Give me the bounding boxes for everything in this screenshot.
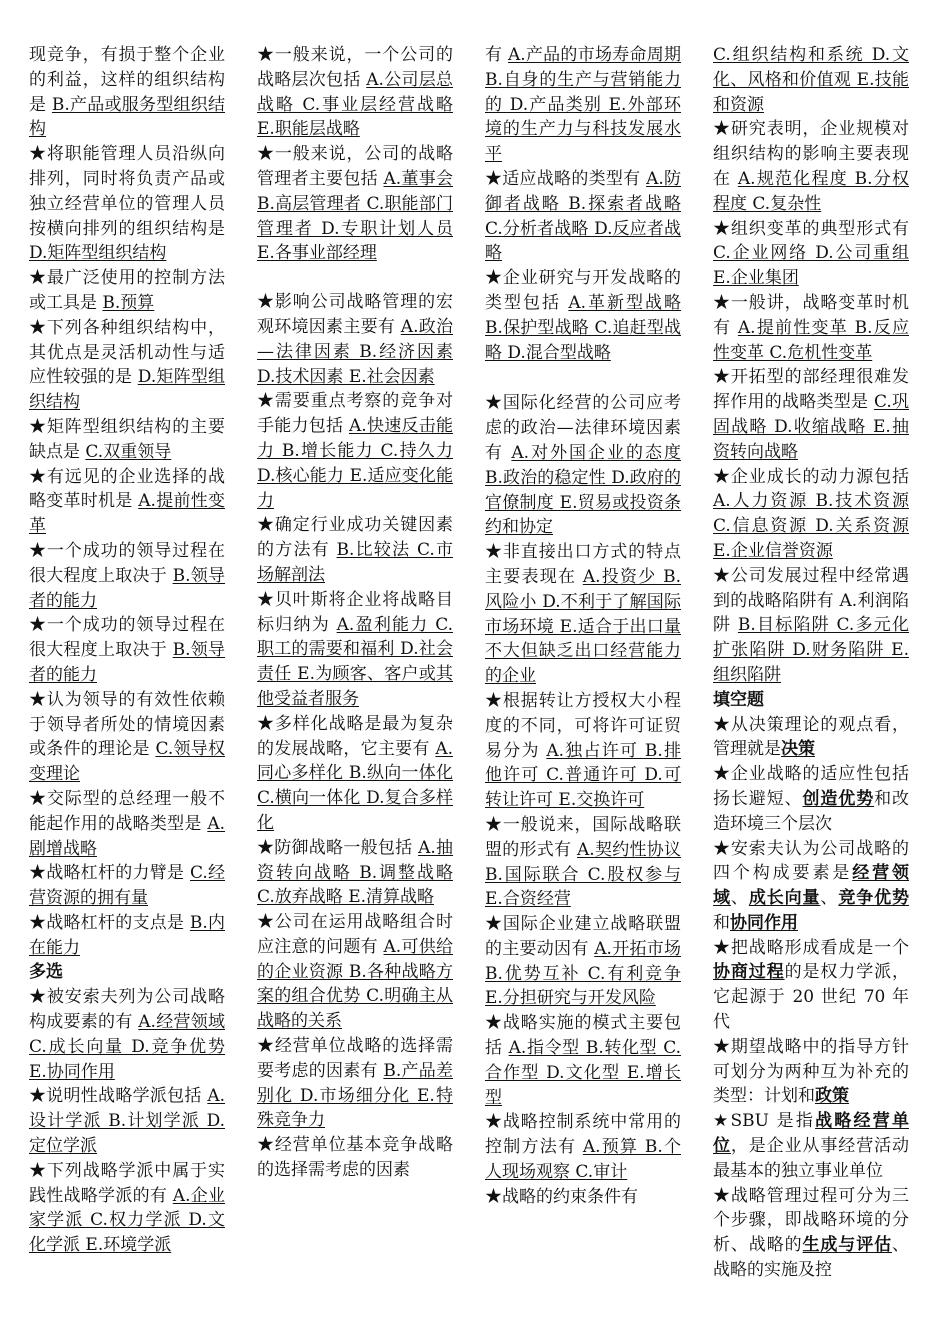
answer-text: A.开拓市场 B.优势互补 C.有利竞争 E.分担研究与开发风险 bbox=[485, 938, 682, 1009]
question-text: ★把战略形成看成是一个 bbox=[713, 937, 909, 958]
answer-text: A.快速反击能力 B.增长能力 C.持久力 D.核心能力 E.适应变化能力 bbox=[257, 416, 454, 511]
question-item bbox=[29, 1084, 225, 1158]
question-item bbox=[257, 910, 453, 1034]
answer-text: A.契约性协议 B.国际联合 C.股权参与 E.合资经营 bbox=[485, 839, 682, 910]
question-text: ★战略实施的模式主要包括 bbox=[485, 1013, 681, 1059]
question-text: ★公司发展过程中经常遇到的战略陷阱有 A.利润陷阱 bbox=[713, 565, 909, 636]
question-text: 有 bbox=[485, 45, 503, 65]
question-text: 的是权力学派，它起源于 20 世纪 70 年代 bbox=[713, 962, 910, 1033]
fill-in-question bbox=[713, 936, 909, 1035]
answer-text: A.政治—法律因素 B.经济因素 D.技术因素 E.社会因素 bbox=[257, 316, 454, 387]
question-text: ★企业战略的适应性包括扬长避短、 bbox=[713, 764, 909, 809]
question-text: ★公司在运用战略组合时应注意的问题有 bbox=[257, 912, 453, 957]
question-text: ★下列各种组织结构中，其优点是灵活机动性与适应性较强的是 bbox=[29, 317, 225, 388]
answer-text: A.董事会 B.高层管理者 C.职能部门管理者 D.专职计划人员 E.各事业部经理 bbox=[257, 168, 454, 264]
question-item bbox=[257, 389, 453, 513]
question-text: ★SBU 是指 bbox=[713, 1111, 816, 1132]
question-item bbox=[485, 266, 681, 365]
question-item bbox=[29, 465, 225, 539]
answer-text: B.预算 bbox=[102, 292, 155, 313]
answer-text: A.防御者战略 B.探索者战略 C.分析者战略 D.反应者战略 bbox=[485, 168, 682, 264]
question-text: ★下列战略学派中属于实践性战略学派的有 bbox=[29, 1160, 225, 1206]
question-item bbox=[29, 316, 225, 415]
question-text: ★战略杠杆的力臂是 bbox=[29, 863, 185, 884]
answer-text: 成长向量 bbox=[748, 888, 821, 909]
text-column-3 bbox=[485, 43, 681, 1210]
question-item bbox=[257, 290, 453, 389]
question-item bbox=[485, 912, 681, 1011]
question-text: ★根据转让方授权大小程度的不同，可将许可证贸易分为 bbox=[485, 690, 681, 761]
answer-text: 竞争优势 bbox=[838, 888, 910, 909]
question-item bbox=[713, 217, 909, 291]
question-text: 、战略的实施及控 bbox=[713, 1235, 909, 1281]
answer-text: C.巩固战略 D.收缩战略 E.抽资转向战略 bbox=[713, 392, 910, 462]
question-text: ★期望战略中的指导方针可划分为两种互为补充的类型：计划和 bbox=[713, 1036, 909, 1107]
text-column-1 bbox=[29, 43, 225, 1258]
answer-text: B.目标陷阱 C.多元化扩张陷阱 D.财务陷阱 E.组织陷阱 bbox=[713, 615, 910, 685]
question-item bbox=[29, 142, 225, 266]
answer-text: B.比较法 C.市场解剖法 bbox=[257, 540, 454, 585]
fill-in-question bbox=[713, 1035, 909, 1109]
question-item bbox=[713, 465, 909, 564]
question-text: ★战略的约束条件有 bbox=[485, 1186, 638, 1207]
fill-in-question bbox=[713, 762, 909, 836]
answer-text: A.人力资源 B.技术资源 C.信息资源 D.关系资源 E.企业信誉资源 bbox=[713, 491, 909, 561]
question-text: ★认为领导的有效性依赖于领导者所处的情境因素或条件的理论是 bbox=[29, 689, 225, 760]
question-text: ★将职能管理人员沿纵向排列，同时将负责产品或独立经营单位的管理人员按横向排列的组织结构是 bbox=[29, 144, 225, 239]
answer-text: A.抽资转向战略 B.调整战略 C.放弃战略 E.清算战略 bbox=[257, 837, 454, 908]
question-text: ★战略控制系统中常用的控制方法有 bbox=[485, 1112, 681, 1158]
answer-text: A.指令型 B.转化型 C.合作型 D.文化型 E.增长型 bbox=[485, 1038, 682, 1108]
question-item bbox=[29, 539, 225, 613]
answer-text: 政策 bbox=[815, 1086, 849, 1107]
answer-text: D.矩阵型组织结构 bbox=[29, 367, 226, 413]
answer-text: A.规范化程度 B.分权程度 C.复杂性 bbox=[713, 168, 910, 214]
question-item bbox=[713, 43, 909, 117]
question-item bbox=[485, 43, 681, 167]
answer-text: B.内在能力 bbox=[29, 912, 226, 958]
question-item bbox=[29, 911, 225, 961]
question-text: ★经营单位战略的选择需要考虑的因素有 bbox=[257, 1036, 453, 1081]
answer-text: A.剧增战略 bbox=[29, 813, 226, 859]
question-text: ★需要重点考察的竞争对手能力包括 bbox=[257, 391, 453, 437]
question-item bbox=[257, 43, 453, 142]
question-item bbox=[485, 1185, 681, 1210]
text-column-4 bbox=[713, 43, 909, 1283]
question-text: ★有远见的企业选择的战略变革时机是 bbox=[29, 466, 225, 512]
question-text: ★一般说来，国际战略联盟的形式有 bbox=[485, 814, 681, 860]
question-item bbox=[29, 688, 225, 787]
question-item bbox=[713, 117, 909, 216]
question-text: ★组织变革的典型形式有 bbox=[713, 218, 909, 239]
question-text: ★企业成长的动力源包括 bbox=[713, 466, 909, 487]
question-item bbox=[257, 1034, 453, 1133]
question-text: 现竞争，有损于整个企业的利益，这样的组织结构是 bbox=[29, 45, 225, 115]
question-text: ★影响公司战略管理的宏观环境因素主要有 bbox=[257, 292, 453, 337]
fill-in-question bbox=[713, 1184, 909, 1283]
question-item bbox=[713, 365, 909, 464]
question-text: ★经营单位基本竞争战略的选择需考虑的因素 bbox=[257, 1135, 453, 1181]
question-item bbox=[257, 588, 453, 712]
answer-text: B.领导者的能力 bbox=[29, 565, 226, 611]
answer-text: 创造优势 bbox=[802, 788, 875, 809]
question-text: ★从决策理论的观点看，管理就是 bbox=[713, 714, 909, 760]
question-item bbox=[713, 564, 909, 688]
fill-in-question bbox=[713, 1109, 909, 1183]
question-text: ★防御战略一般包括 bbox=[257, 837, 413, 858]
question-item bbox=[29, 985, 225, 1084]
answer-text: B.产品差别化 D.市场细分化 E.特殊竞争力 bbox=[257, 1060, 454, 1131]
question-item bbox=[29, 613, 225, 687]
question-item bbox=[29, 43, 225, 142]
answer-text: C.领导权变理论 bbox=[29, 739, 226, 785]
question-text: ★交际型的总经理一般不能起作用的战略类型是 bbox=[29, 788, 225, 834]
question-item bbox=[29, 1159, 225, 1258]
answer-text: 经营领域 bbox=[713, 863, 910, 909]
question-text: 和改造环境三个层次 bbox=[713, 788, 910, 834]
question-item bbox=[29, 787, 225, 861]
answer-text: A.预算 B.个人现场观察 C.审计 bbox=[485, 1137, 682, 1183]
answer-text: A.同心多样化 B.纵向一体化 C.横向一体化 D.复合多样化 bbox=[257, 738, 454, 833]
section-heading: 多选 bbox=[29, 962, 63, 983]
question-text: ★国际企业建立战略联盟的主要动因有 bbox=[485, 914, 681, 959]
question-item bbox=[485, 1011, 681, 1110]
answer-text: A.盈利能力 C.职工的需要和福利 D.社会责任 E.为顾客、客户或其他受益者服务 bbox=[257, 614, 454, 709]
question-text: ★最广泛使用的控制方法或工具是 bbox=[29, 268, 225, 313]
answer-text: C.企业网络 D.公司重组 E.企业集团 bbox=[713, 243, 909, 289]
fill-in-question bbox=[713, 837, 909, 936]
fill-in-question bbox=[713, 713, 909, 763]
question-item bbox=[485, 167, 681, 266]
question-text: 、 bbox=[730, 888, 749, 909]
answer-text: C.组织结构和系统 D.文化、风格和价值观 E.技能和资源 bbox=[713, 45, 909, 115]
answer-text: A.经营领域 C.成长向量 D.竞争优势 E.协同作用 bbox=[29, 1012, 226, 1082]
answer-text: 协商过程 bbox=[713, 962, 785, 983]
question-item bbox=[257, 142, 453, 266]
question-text: ★确定行业成功关键因素的方法有 bbox=[257, 515, 453, 561]
answer-text: 战略经营单位 bbox=[713, 1111, 909, 1157]
question-text: ★矩阵型组织结构的主要缺点是 bbox=[29, 416, 225, 462]
question-text: ★一般讲，战略变革时机有 bbox=[713, 292, 909, 338]
question-item bbox=[485, 813, 681, 912]
question-item bbox=[713, 291, 909, 365]
question-text: ★安索夫认为公司战略的四个构成要素是 bbox=[713, 838, 909, 884]
question-text: ★一般来说，一个公司的战略层次包括 bbox=[257, 45, 453, 90]
answer-text: B.产品或服务型组织结构 bbox=[29, 94, 226, 140]
answer-text: 决策 bbox=[781, 739, 815, 760]
question-item bbox=[257, 712, 453, 836]
answer-text: A.投资少 B.风险小 D.不利于了解国际市场环境 E.适合于出口量不大但缺乏出口经营能力的企业 bbox=[485, 566, 682, 687]
text-column-2 bbox=[257, 43, 453, 1183]
answer-text: A.企业家学派 C.权力学派 D.文化学派 E.环境学派 bbox=[29, 1185, 226, 1256]
question-text: ★研究表明，企业规模对组织结构的影响主要表现在 bbox=[713, 119, 909, 189]
answer-text: A.产品的市场寿命周期 B.自身的生产与营销能力的 D.产品类别 E.外部环境的生产力与科技发展水平 bbox=[485, 45, 681, 165]
answer-text: A.设计学派 B.计划学派 D.定位学派 bbox=[29, 1086, 226, 1157]
question-item bbox=[485, 689, 681, 813]
answer-text: D.矩阵型组织结构 bbox=[29, 243, 167, 264]
question-item bbox=[257, 836, 453, 910]
answer-text: A.公司层总战略 C.事业层经营战略 E.职能层战略 bbox=[257, 69, 454, 140]
answer-text: A.独占许可 B.排他许可 C.普通许可 D.可转让许可 E.交换许可 bbox=[485, 740, 682, 811]
section-heading: 填空题 bbox=[713, 689, 764, 710]
question-text: ★企业研究与开发战略的类型包括 bbox=[485, 268, 681, 313]
question-item bbox=[485, 540, 681, 689]
answer-text: A.可供给的企业资源 B.各种战略方案的组合优势 C.明确主从战略的关系 bbox=[257, 936, 454, 1032]
question-text: ★适应战略的类型有 bbox=[485, 168, 641, 189]
question-text: 、 bbox=[820, 888, 839, 909]
question-text: ★贝叶斯将企业将战略目标归纳为 bbox=[257, 589, 453, 635]
answer-text: A.提前性变革 bbox=[29, 491, 226, 537]
question-text: ，是企业从事经营活动最基本的独立事业单位 bbox=[713, 1136, 910, 1181]
question-item bbox=[29, 861, 225, 911]
question-item bbox=[485, 391, 681, 540]
answer-text: C.双重领导 bbox=[85, 441, 172, 462]
question-text: 和 bbox=[713, 912, 730, 933]
answer-text: B.领导者的能力 bbox=[29, 640, 226, 685]
question-item bbox=[257, 513, 453, 587]
question-item bbox=[29, 415, 225, 465]
question-text: ★被安索夫列为公司战略构成要素的有 bbox=[29, 987, 225, 1033]
answer-text: A.革新型战略 B.保护型战略 C.追赶型战略 D.混合型战略 bbox=[485, 292, 682, 363]
answer-text: A.对外国企业的态度 B.政治的稳定性 D.政府的官僚制度 E.贸易或投资条约和协定 bbox=[485, 442, 682, 538]
question-text: ★一个成功的领导过程在很大程度上取决于 bbox=[29, 615, 225, 661]
question-item bbox=[29, 266, 225, 316]
answer-text: 协同作用 bbox=[730, 912, 798, 933]
answer-text: 生成与评估 bbox=[802, 1235, 892, 1256]
question-text: ★说明性战略学派包括 bbox=[29, 1086, 202, 1107]
question-item bbox=[257, 1133, 453, 1183]
question-text: ★战略管理过程可分为三个步骤，即战略环境的分析、战略的 bbox=[713, 1185, 909, 1256]
question-text: ★多样化战略是最为复杂的发展战略，它主要有 bbox=[257, 713, 453, 759]
question-text: ★战略杠杆的支点是 bbox=[29, 912, 185, 933]
question-text: ★开拓型的部经理很难发挥作用的战略类型是 bbox=[713, 367, 909, 413]
question-text: ★国际化经营的公司应考虑的政治—法律环境因素有 bbox=[485, 393, 681, 463]
question-text: ★一个成功的领导过程在很大程度上取决于 bbox=[29, 540, 225, 586]
answer-text: C.经营资源的拥有量 bbox=[29, 863, 226, 909]
answer-text: A.提前性变革 B.反应性变革 C.危机性变革 bbox=[713, 317, 910, 363]
question-text: ★非直接出口方式的特点主要表现在 bbox=[485, 542, 681, 587]
question-text: ★一般来说，公司的战略管理者主要包括 bbox=[257, 144, 453, 189]
question-item bbox=[485, 1110, 681, 1184]
